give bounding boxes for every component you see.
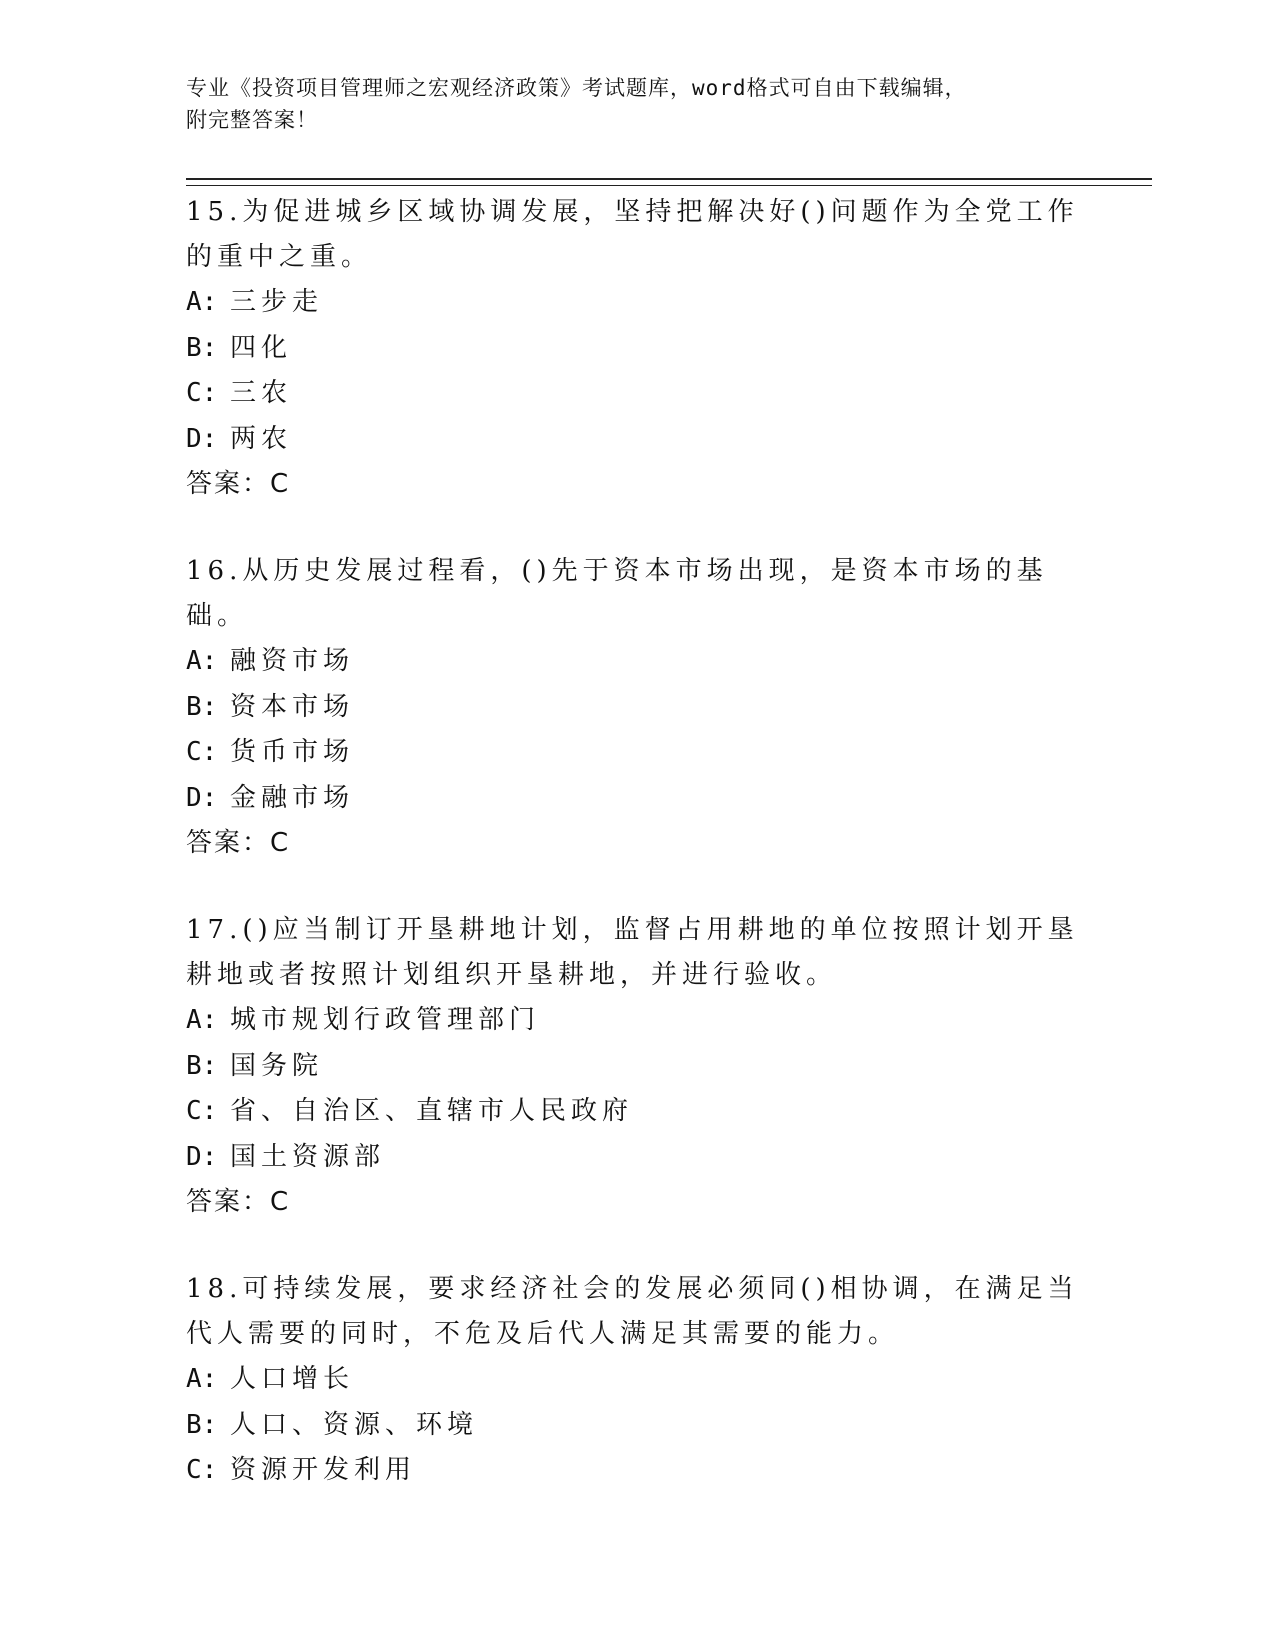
option-text: 四化	[230, 332, 293, 363]
option-d	[186, 1135, 1086, 1181]
option-c	[186, 1089, 1086, 1135]
option-letter: A:	[186, 1005, 218, 1035]
option-c	[186, 730, 1086, 776]
option-a	[186, 1357, 1086, 1403]
question-15	[186, 190, 1086, 507]
option-b	[186, 1044, 1086, 1090]
option-letter: B:	[186, 1050, 218, 1081]
question-16	[186, 549, 1086, 866]
option-letter: A:	[186, 646, 218, 676]
option-a	[186, 639, 1086, 685]
option-text: 融资市场	[230, 646, 355, 676]
option-letter: C:	[186, 1455, 218, 1485]
question-stem: 17.()应当制订开垦耕地计划，监督占用耕地的单位按照计划开垦耕地或者按照计划组织开垦耕地，并进行验收。	[186, 915, 1079, 990]
option-letter: C:	[186, 1096, 218, 1126]
option-letter: C:	[186, 737, 218, 767]
option-text: 人口增长	[230, 1364, 355, 1394]
option-text: 城市规划行政管理部门	[230, 1005, 541, 1035]
option-text: 两农	[230, 423, 293, 454]
option-text: 三农	[230, 378, 293, 408]
header-line-2: 附完整答案！	[186, 108, 318, 132]
answer-line: 答案：C	[186, 828, 291, 858]
option-letter: D:	[186, 1141, 218, 1172]
option-letter: B:	[186, 1409, 218, 1440]
option-d	[186, 417, 1086, 463]
option-letter: A:	[186, 1364, 218, 1394]
option-letter: B:	[186, 691, 218, 722]
answer-line: 答案：C	[186, 469, 291, 499]
header-divider	[186, 178, 1152, 186]
option-text: 金融市场	[230, 782, 355, 813]
option-b	[186, 685, 1086, 731]
option-a	[186, 998, 1086, 1044]
option-text: 国土资源部	[230, 1141, 386, 1172]
option-c	[186, 1448, 1086, 1494]
option-letter: B:	[186, 332, 218, 363]
option-a	[186, 280, 1086, 326]
option-letter: A:	[186, 287, 218, 317]
question-list	[186, 190, 1086, 1536]
header-line-1: 专业《投资项目管理师之宏观经济政策》考试题库，word格式可自由下载编辑，	[186, 76, 967, 100]
question-stem: 18.可持续发展，要求经济社会的发展必须同()相协调，在满足当代人需要的同时，不危及后代人满足其需要的能力。	[186, 1274, 1079, 1349]
option-letter: D:	[186, 782, 218, 813]
answer-line: 答案：C	[186, 1187, 291, 1217]
option-text: 省、自治区、直辖市人民政府	[230, 1096, 634, 1126]
document-header	[186, 72, 1086, 136]
option-b	[186, 1403, 1086, 1449]
option-text: 人口、资源、环境	[230, 1409, 479, 1440]
question-18	[186, 1267, 1086, 1494]
option-text: 货币市场	[230, 737, 355, 767]
option-text: 资源开发利用	[230, 1455, 417, 1485]
option-d	[186, 776, 1086, 822]
question-stem: 15.为促进城乡区域协调发展，坚持把解决好()问题作为全党工作的重中之重。	[186, 197, 1079, 272]
option-text: 三步走	[230, 287, 324, 317]
question-stem: 16.从历史发展过程看，()先于资本市场出现，是资本市场的基础。	[186, 556, 1048, 631]
option-letter: D:	[186, 423, 218, 454]
option-text: 资本市场	[230, 691, 355, 722]
option-b	[186, 326, 1086, 372]
question-17	[186, 908, 1086, 1225]
option-text: 国务院	[230, 1050, 324, 1081]
option-c	[186, 371, 1086, 417]
option-letter: C:	[186, 378, 218, 408]
